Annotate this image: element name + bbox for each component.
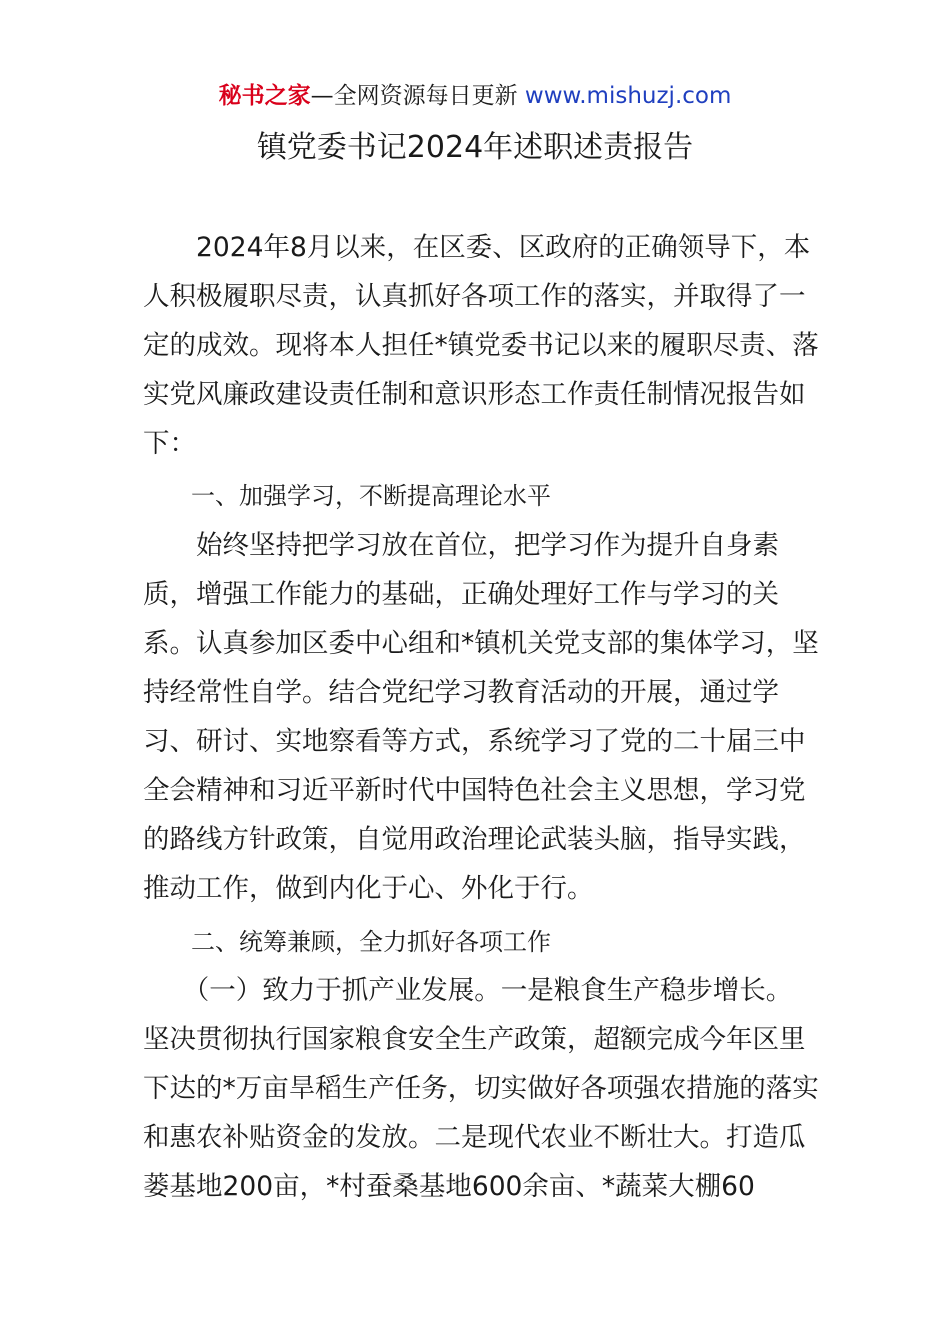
section-heading: 二、统筹兼顾，全力抓好各项工作 bbox=[143, 928, 551, 956]
body-line: 和惠农补贴资金的发放。二是现代农业不断壮大。打造瓜 bbox=[143, 1122, 806, 1153]
body-line: 全会精神和习近平新时代中国特色社会主义思想，学习党 bbox=[143, 775, 806, 806]
body-line: 下达的*万亩旱稻生产任务，切实做好各项强农措施的落实 bbox=[143, 1073, 819, 1104]
body-line: 推动工作，做到内化于心、外化于行。 bbox=[143, 873, 594, 904]
body-line: 系。认真参加区委中心组和*镇机关党支部的集体学习，坚 bbox=[143, 628, 819, 659]
body-line: 下： bbox=[143, 428, 196, 459]
body-line: 定的成效。现将本人担任*镇党委书记以来的履职尽责、落 bbox=[143, 330, 819, 361]
body-line: （一）致力于抓产业发展。一是粮食生产稳步增长。 bbox=[143, 975, 793, 1006]
document-title: 镇党委书记2024年述职述责报告 bbox=[256, 130, 694, 165]
section-heading: 一、加强学习，不断提高理论水平 bbox=[143, 482, 551, 510]
body-line: 坚决贯彻执行国家粮食安全生产政策，超额完成今年区里 bbox=[143, 1024, 806, 1055]
body-line: 的路线方针政策，自觉用政治理论武装头脑，指导实践， bbox=[143, 824, 806, 855]
body-line: 习、研讨、实地察看等方式，系统学习了党的二十届三中 bbox=[143, 726, 806, 757]
site-url-link[interactable]: www.mishuzj.com bbox=[524, 83, 732, 109]
body-line: 持经常性自学。结合党纪学习教育活动的开展，通过学 bbox=[143, 677, 779, 708]
body-line: 实党风廉政建设责任制和意识形态工作责任制情况报告如 bbox=[143, 379, 806, 410]
body-line: 质，增强工作能力的基础，正确处理好工作与学习的关 bbox=[143, 579, 779, 610]
header-tagline: —全网资源每日更新 bbox=[310, 83, 525, 109]
body-line: 2024年8月以来，在区委、区政府的正确领导下，本 bbox=[143, 232, 811, 263]
site-header bbox=[0, 80, 950, 112]
body-line: 人积极履职尽责，认真抓好各项工作的落实，并取得了一 bbox=[143, 281, 806, 312]
body-line: 蒌基地200亩，*村蚕桑基地600余亩、*蔬菜大棚60 bbox=[143, 1171, 755, 1202]
body-line: 始终坚持把学习放在首位，把学习作为提升自身素 bbox=[143, 530, 779, 561]
brand-name: 秘书之家 bbox=[218, 83, 311, 109]
